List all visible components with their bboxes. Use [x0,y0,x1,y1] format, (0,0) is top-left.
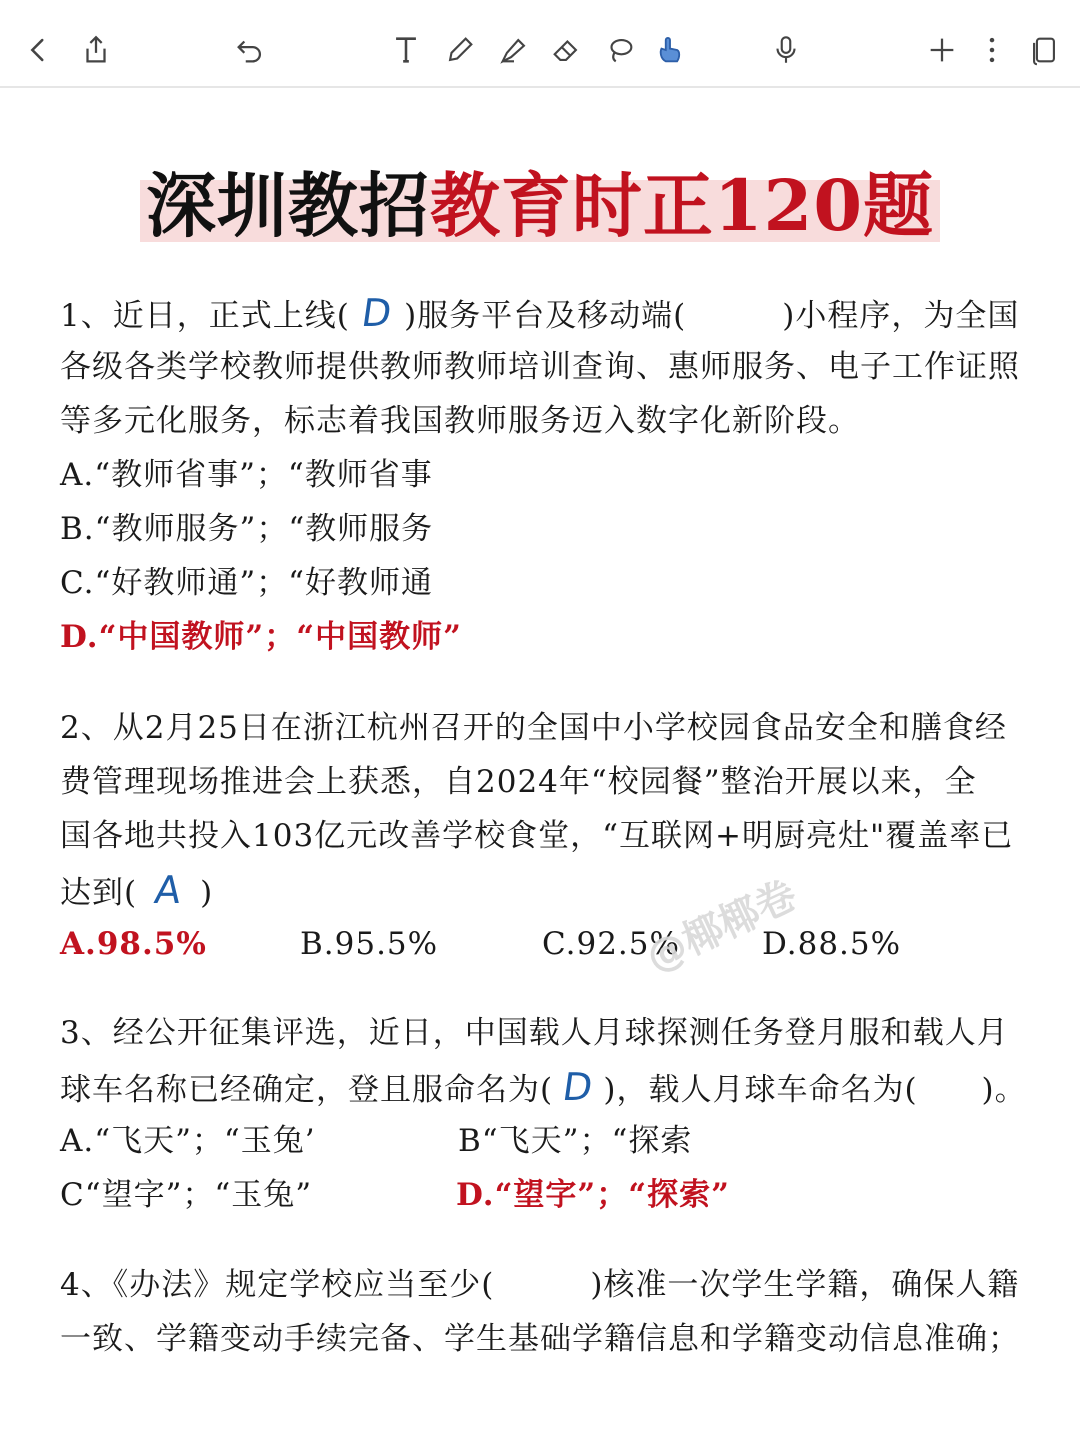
q3-option-a: A.“飞天”；“玉兔’ [60,1123,316,1159]
q2-line1: 2、从2月25日在浙江杭州召开的全国中小学校园食品安全和膳食经 [60,710,1007,746]
q2-option-a-correct: A.98.5% [60,926,207,962]
watermark: @椰椰卷 [639,872,804,982]
title-part1: 深圳教招 [145,164,430,247]
q2-line4 [60,863,213,920]
q1-line3: 等多元化服务，标志着我国教师服务迈入数字化新阶段。 [60,403,860,439]
toolbar [0,0,1080,88]
q3-handwritten-answer: D [560,1065,597,1109]
more-icon[interactable] [972,30,1012,70]
lasso-icon[interactable] [600,30,640,70]
pen-icon[interactable] [440,30,480,70]
q3-line1: 3、经公开征集评选，近日，中国载人月球探测任务登月服和载人月 [60,1015,1009,1051]
q1-option-d-correct: D.“中国教师”；“中国教师” [60,619,462,655]
touch-tool-icon[interactable] [650,30,690,70]
q1-text-a: 1、近日，正式上线( [60,298,350,334]
q2-line3: 国各地共投入103亿元改善学校食堂，“互联网+明厨亮灶"覆盖率已 [60,818,1014,854]
q3-option-b: B“飞天”；“探索 [458,1123,693,1159]
q1-handwritten-answer: D [358,291,396,335]
q1-line1 [60,286,1019,343]
undo-icon[interactable] [230,30,270,70]
share-icon[interactable] [76,30,116,70]
highlighter-icon[interactable] [494,30,534,70]
q2-text-b: ) [200,875,214,911]
q3-text-a: 球车名称已经确定，登且服命名为( [60,1072,554,1108]
q1-line2: 各级各类学校教师提供教师教师培训查询、惠师服务、电子工作证照 [60,349,1020,385]
q2-text-a: 达到( [60,875,138,911]
microphone-icon[interactable] [766,30,806,70]
q2-handwritten-answer: A [152,868,186,912]
title-part2: 教育时正120题 [429,164,935,247]
q2-line2: 费管理现场推进会上获悉，自2024年“校园餐”整治开展以来，全 [60,764,977,800]
q1-option-c: C.“好教师通”；“好教师通 [60,565,434,601]
pages-icon[interactable] [1024,30,1064,70]
q1-text-b: )服务平台及移动端( )小程序，为全国 [404,298,1020,334]
q3-option-d-correct: D.“望字”；“探索” [456,1177,730,1213]
q4-line2: 一致、学籍变动手续完备、学生基础学籍信息和学籍变动信息准确； [60,1321,1020,1357]
q1-option-a: A.“教师省事”；“教师省事 [60,457,433,493]
add-icon[interactable] [922,30,962,70]
eraser-icon[interactable] [546,30,586,70]
text-tool-icon[interactable] [386,30,426,70]
q3-text-b: )，载人月球车命名为( )。 [603,1072,1027,1108]
q2-option-c: C.92.5% [542,926,680,962]
q4-line1: 4、《办法》规定学校应当至少( )核准一次学生学籍，确保人籍 [60,1267,1020,1303]
q3-line2 [60,1060,1027,1117]
q2-option-b: B.95.5% [300,926,439,962]
q3-option-c: C“望字”；“玉兔” [60,1177,313,1213]
back-icon[interactable] [18,30,58,70]
q1-option-b: B.“教师服务”；“教师服务 [60,511,434,547]
page-title [0,150,1080,251]
q2-option-d: D.88.5% [762,926,902,962]
